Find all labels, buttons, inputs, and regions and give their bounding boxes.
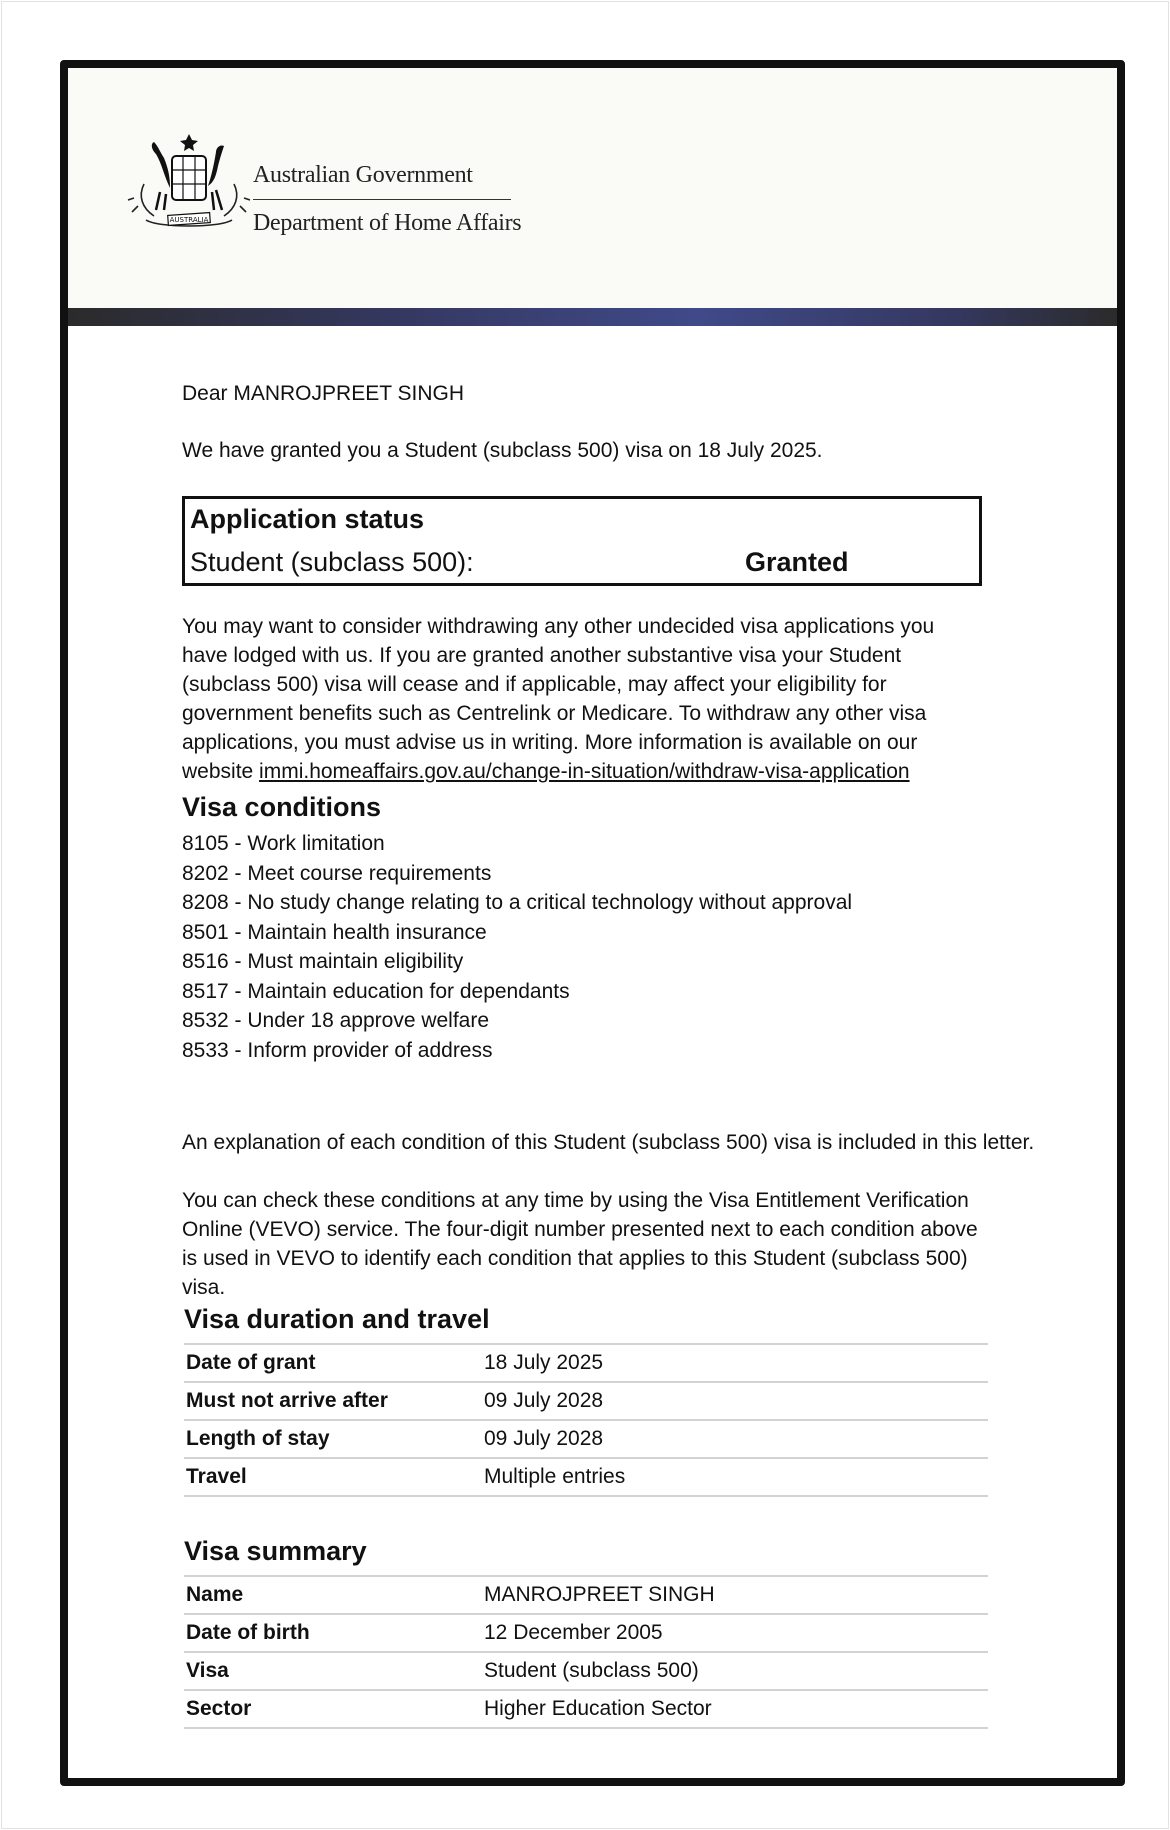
row-value: Higher Education Sector bbox=[482, 1690, 988, 1728]
conditions-list bbox=[182, 829, 852, 1065]
row-label: Must not arrive after bbox=[184, 1382, 482, 1420]
withdraw-paragraph bbox=[182, 612, 982, 786]
summary-title: Visa summary bbox=[184, 1536, 367, 1566]
letterhead bbox=[68, 68, 1117, 308]
row-value: 18 July 2025 bbox=[482, 1344, 988, 1382]
row-label: Visa bbox=[184, 1652, 482, 1690]
application-status-box bbox=[182, 496, 982, 586]
list-item: 8501 - Maintain health insurance bbox=[182, 920, 487, 944]
government-title: Australian Government bbox=[253, 162, 473, 188]
visa-duration-section bbox=[184, 1304, 988, 1497]
table-row bbox=[184, 1344, 988, 1382]
greeting: Dear MANROJPREET SINGH bbox=[182, 382, 464, 405]
list-item: 8532 - Under 18 approve welfare bbox=[182, 1009, 490, 1032]
row-label: Name bbox=[184, 1576, 482, 1614]
government-names bbox=[253, 162, 521, 237]
status-value: Granted bbox=[745, 547, 849, 577]
row-label: Date of birth bbox=[184, 1614, 482, 1652]
list-item: 8208 - No study change relating to a critical technology without approval bbox=[182, 891, 853, 914]
coat-of-arms-icon bbox=[124, 128, 254, 240]
withdraw-text: You may want to consider withdrawing any other undecided visa applications you have lodged with us. If you are granted another substantive visa your Student (subclass 500) visa will cease and if applicable, may affect your eligibility for government benefits such as Centrelink or Medicare. To withdraw any other visa applications, you must advise us in writing. More information is available on our website bbox=[182, 615, 935, 783]
conditions-explanation: An explanation of each condition of this Student (subclass 500) visa is included in this letter. bbox=[182, 1131, 1035, 1154]
duration-title: Visa duration and travel bbox=[184, 1304, 490, 1334]
letter-frame bbox=[60, 60, 1125, 1786]
row-label: Travel bbox=[184, 1458, 482, 1496]
vevo-paragraph: You can check these conditions at any time by using the Visa Entitlement Verification Online (VEVO) service. The four-digit number presented next to each condition above is used in VEVO to identify each condition that applies to this Student (subclass 500) visa. bbox=[182, 1189, 978, 1299]
duration-table bbox=[184, 1343, 988, 1497]
visa-conditions bbox=[182, 792, 852, 1065]
grant-statement: We have granted you a Student (subclass 500) visa on 18 July 2025. bbox=[182, 439, 823, 462]
title-divider bbox=[253, 199, 511, 200]
list-item: 8517 - Maintain education for dependants bbox=[182, 979, 570, 1003]
row-label: Date of grant bbox=[184, 1344, 482, 1382]
row-value: Student (subclass 500) bbox=[482, 1652, 988, 1690]
table-row bbox=[184, 1690, 988, 1728]
list-item: 8202 - Meet course requirements bbox=[182, 861, 492, 885]
summary-table bbox=[184, 1575, 988, 1729]
conditions-title: Visa conditions bbox=[182, 792, 382, 822]
department-title: Department of Home Affairs bbox=[253, 210, 522, 236]
table-row bbox=[184, 1576, 988, 1614]
row-value: 12 December 2005 bbox=[482, 1614, 988, 1652]
list-item: 8516 - Must maintain eligibility bbox=[182, 950, 464, 973]
table-row bbox=[184, 1382, 988, 1420]
list-item: 8533 - Inform provider of address bbox=[182, 1038, 493, 1062]
row-value: MANROJPREET SINGH bbox=[482, 1576, 988, 1614]
visa-summary-section bbox=[184, 1536, 988, 1729]
table-row bbox=[184, 1614, 988, 1652]
list-item: 8105 - Work limitation bbox=[182, 832, 385, 855]
table-row bbox=[184, 1652, 988, 1690]
row-label: Sector bbox=[184, 1690, 482, 1728]
row-value: 09 July 2028 bbox=[482, 1382, 988, 1420]
header-band bbox=[68, 308, 1117, 326]
withdraw-link[interactable]: immi.homeaffairs.gov.au/change-in-situation/withdraw-visa-application bbox=[259, 760, 910, 783]
row-value: Multiple entries bbox=[482, 1458, 988, 1496]
status-label: Student (subclass 500): bbox=[190, 547, 474, 577]
row-value: 09 July 2028 bbox=[482, 1420, 988, 1458]
crest-label: AUSTRALIA bbox=[169, 216, 209, 224]
row-label: Length of stay bbox=[184, 1420, 482, 1458]
table-row bbox=[184, 1420, 988, 1458]
status-title: Application status bbox=[190, 504, 425, 534]
table-row bbox=[184, 1458, 988, 1496]
